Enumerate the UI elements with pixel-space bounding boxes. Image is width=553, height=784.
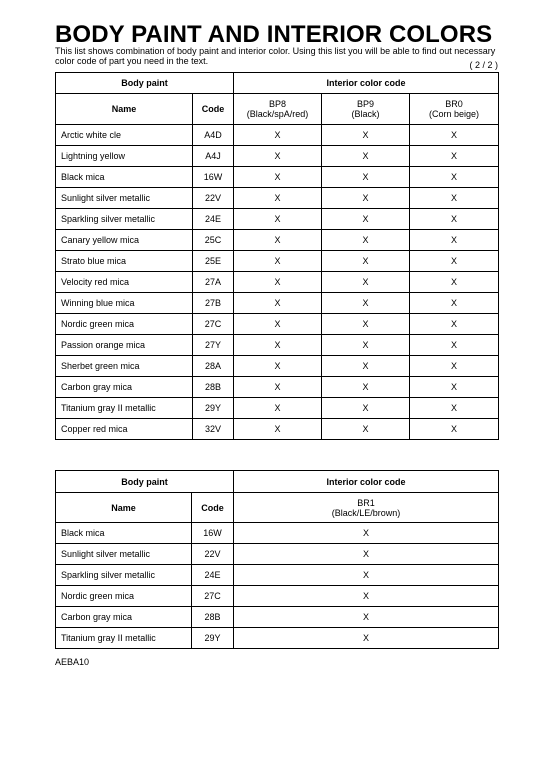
table-column-header — [56, 94, 499, 125]
availability-mark-cell: X — [410, 314, 499, 335]
availability-mark-cell: X — [234, 356, 322, 377]
paint-code-cell: 25C — [193, 230, 234, 251]
availability-mark-cell: X — [234, 209, 322, 230]
footer-code: AEBA10 — [55, 657, 90, 667]
table-row — [56, 586, 499, 607]
name-column-header: Name — [56, 94, 193, 125]
table-group-header — [56, 73, 499, 94]
table-1-body — [56, 125, 499, 440]
table-row — [56, 146, 499, 167]
paint-code-cell: 24E — [193, 209, 234, 230]
paint-code-cell: 27B — [193, 293, 234, 314]
page-title: BODY PAINT AND INTERIOR COLORS — [55, 21, 493, 48]
interior-column-header — [322, 94, 410, 125]
paint-code-cell: 28B — [192, 607, 234, 628]
paint-code-cell: 29Y — [192, 628, 234, 649]
paint-code-cell: 27C — [193, 314, 234, 335]
paint-name-cell: Strato blue mica — [56, 251, 193, 272]
availability-mark-cell: X — [234, 607, 499, 628]
availability-mark-cell: X — [234, 586, 499, 607]
table-row — [56, 230, 499, 251]
paint-code-cell: 27Y — [193, 335, 234, 356]
table-row — [56, 356, 499, 377]
availability-mark-cell: X — [322, 146, 410, 167]
interior-desc: (Corn beige) — [428, 109, 480, 119]
paint-name-cell: Sherbet green mica — [56, 356, 193, 377]
paint-code-cell: 27A — [193, 272, 234, 293]
availability-mark-cell: X — [410, 188, 499, 209]
table-row — [56, 251, 499, 272]
availability-mark-cell: X — [234, 251, 322, 272]
color-table-1 — [55, 72, 499, 440]
availability-mark-cell: X — [234, 146, 322, 167]
paint-name-cell: Copper red mica — [56, 419, 193, 440]
paint-name-cell: Sparkling silver metallic — [56, 565, 192, 586]
table-row — [56, 125, 499, 146]
availability-mark-cell: X — [234, 230, 322, 251]
availability-mark-cell: X — [234, 125, 322, 146]
table-row — [56, 607, 499, 628]
paint-code-cell: 24E — [192, 565, 234, 586]
paint-code-cell: 22V — [193, 188, 234, 209]
interior-desc: (Black/spA/red) — [246, 109, 309, 119]
table-row — [56, 272, 499, 293]
availability-mark-cell: X — [410, 335, 499, 356]
availability-mark-cell: X — [410, 230, 499, 251]
paint-name-cell: Passion orange mica — [56, 335, 193, 356]
interior-desc: (Black/LE/brown) — [331, 507, 401, 518]
availability-mark-cell: X — [410, 251, 499, 272]
code-column-header: Code — [193, 94, 234, 125]
interior-code: BP9 — [356, 99, 374, 109]
table-row — [56, 523, 499, 544]
table-2-body — [56, 523, 499, 649]
table-column-header — [56, 493, 499, 523]
paint-code-cell: 27C — [192, 586, 234, 607]
paint-name-cell: Nordic green mica — [56, 314, 193, 335]
availability-mark-cell: X — [234, 398, 322, 419]
availability-mark-cell: X — [322, 335, 410, 356]
paint-code-cell: 22V — [192, 544, 234, 565]
availability-mark-cell: X — [234, 377, 322, 398]
body-paint-header: Body paint — [56, 471, 234, 493]
table-row — [56, 335, 499, 356]
paint-code-cell: 16W — [193, 167, 234, 188]
availability-mark-cell: X — [234, 167, 322, 188]
table-row — [56, 377, 499, 398]
availability-mark-cell: X — [410, 293, 499, 314]
paint-name-cell: Canary yellow mica — [56, 230, 193, 251]
paint-code-cell: A4J — [193, 146, 234, 167]
paint-name-cell: Arctic white cle — [56, 125, 193, 146]
paint-name-cell: Nordic green mica — [56, 586, 192, 607]
interior-code: BR0 — [445, 99, 463, 109]
paint-name-cell: Velocity red mica — [56, 272, 193, 293]
availability-mark-cell: X — [322, 230, 410, 251]
availability-mark-cell: X — [234, 272, 322, 293]
paint-name-cell: Carbon gray mica — [56, 377, 193, 398]
table-row — [56, 188, 499, 209]
interior-code: BP8 — [268, 99, 286, 109]
table-row — [56, 565, 499, 586]
availability-mark-cell: X — [410, 356, 499, 377]
interior-desc: (Black) — [351, 109, 380, 119]
availability-mark-cell: X — [410, 272, 499, 293]
interior-color-header: Interior color code — [234, 73, 499, 94]
paint-name-cell: Black mica — [56, 167, 193, 188]
availability-mark-cell: X — [234, 565, 499, 586]
table-group-header — [56, 471, 499, 493]
paint-name-cell: Titanium gray II metallic — [56, 398, 193, 419]
availability-mark-cell: X — [410, 146, 499, 167]
paint-name-cell: Lightning yellow — [56, 146, 193, 167]
availability-mark-cell: X — [234, 628, 499, 649]
paint-name-cell: Sunlight silver metallic — [56, 188, 193, 209]
availability-mark-cell: X — [410, 125, 499, 146]
availability-mark-cell: X — [322, 293, 410, 314]
availability-mark-cell: X — [234, 419, 322, 440]
paint-code-cell: 25E — [193, 251, 234, 272]
paint-code-cell: 28B — [193, 377, 234, 398]
table-row — [56, 293, 499, 314]
table-row — [56, 628, 499, 649]
table-row — [56, 209, 499, 230]
paint-code-cell: 29Y — [193, 398, 234, 419]
paint-code-cell: 16W — [192, 523, 234, 544]
page-indicator: ( 2 / 2 ) — [469, 60, 498, 70]
availability-mark-cell: X — [322, 398, 410, 419]
availability-mark-cell: X — [410, 419, 499, 440]
interior-column-header — [234, 493, 499, 523]
table-row — [56, 314, 499, 335]
color-table-2 — [55, 470, 499, 649]
availability-mark-cell: X — [234, 188, 322, 209]
paint-code-cell: A4D — [193, 125, 234, 146]
availability-mark-cell: X — [322, 209, 410, 230]
availability-mark-cell: X — [322, 167, 410, 188]
availability-mark-cell: X — [322, 188, 410, 209]
paint-name-cell: Black mica — [56, 523, 192, 544]
paint-name-cell: Carbon gray mica — [56, 607, 192, 628]
table-row — [56, 167, 499, 188]
paint-code-cell: 28A — [193, 356, 234, 377]
interior-color-header: Interior color code — [234, 471, 499, 493]
availability-mark-cell: X — [322, 356, 410, 377]
code-column-header: Code — [192, 493, 234, 523]
availability-mark-cell: X — [322, 125, 410, 146]
table-row — [56, 419, 499, 440]
paint-code-cell: 32V — [193, 419, 234, 440]
availability-mark-cell: X — [322, 419, 410, 440]
table-row — [56, 398, 499, 419]
table-row — [56, 544, 499, 565]
availability-mark-cell: X — [410, 377, 499, 398]
paint-name-cell: Sparkling silver metallic — [56, 209, 193, 230]
paint-name-cell: Winning blue mica — [56, 293, 193, 314]
availability-mark-cell: X — [234, 523, 499, 544]
availability-mark-cell: X — [410, 167, 499, 188]
availability-mark-cell: X — [322, 377, 410, 398]
interior-code: BR1 — [357, 497, 375, 508]
availability-mark-cell: X — [234, 544, 499, 565]
availability-mark-cell: X — [322, 314, 410, 335]
availability-mark-cell: X — [234, 314, 322, 335]
availability-mark-cell: X — [322, 272, 410, 293]
body-paint-header: Body paint — [56, 73, 234, 94]
availability-mark-cell: X — [234, 335, 322, 356]
paint-name-cell: Titanium gray II metallic — [56, 628, 192, 649]
availability-mark-cell: X — [322, 251, 410, 272]
paint-name-cell: Sunlight silver metallic — [56, 544, 192, 565]
name-column-header: Name — [56, 493, 192, 523]
intro-text: This list shows combination of body paint and interior color. Using this list you will be able to find out necessary color code of part you need in the text. — [55, 46, 496, 66]
interior-column-header — [410, 94, 499, 125]
availability-mark-cell: X — [410, 398, 499, 419]
availability-mark-cell: X — [234, 293, 322, 314]
interior-column-header — [234, 94, 322, 125]
availability-mark-cell: X — [410, 209, 499, 230]
